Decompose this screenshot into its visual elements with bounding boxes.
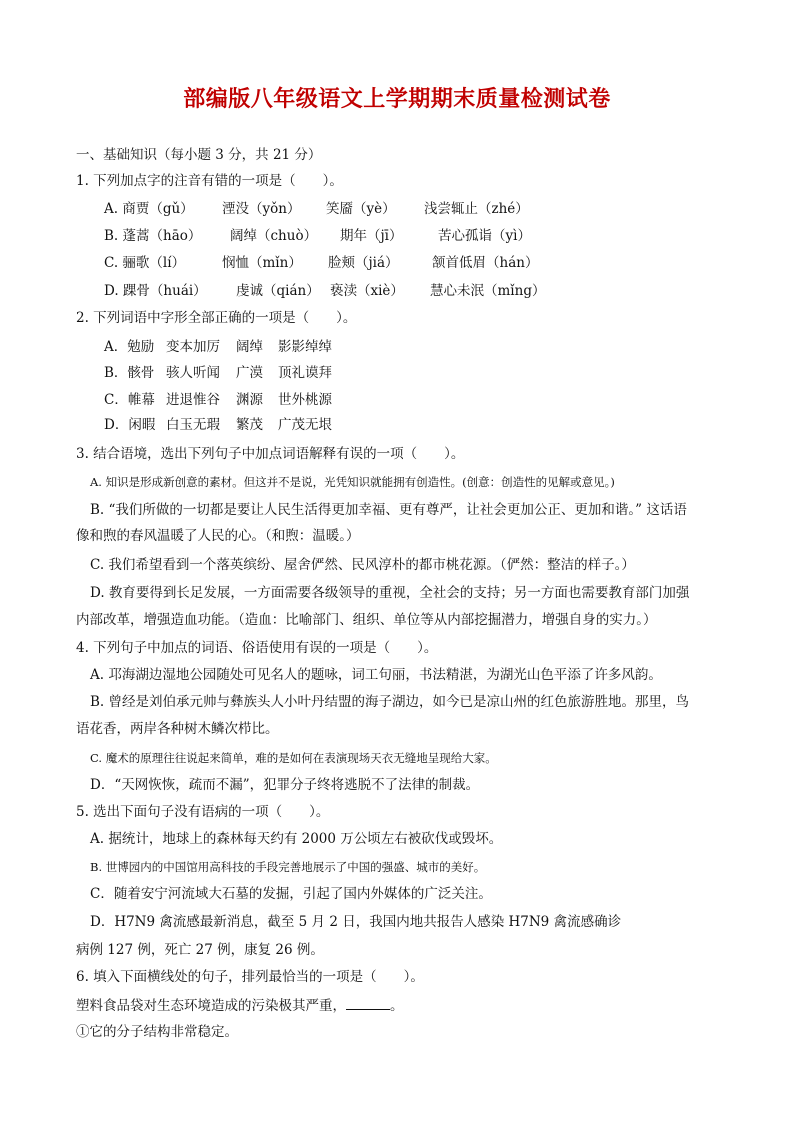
q4-stem: 4. 下列句子中加点的词语、俗语使用有误的一项是（ ）。 — [76, 640, 438, 656]
q5-option-c: C．随着安宁河流域大石墓的发掘，引起了国内外媒体的广泛关注。 — [90, 886, 492, 902]
q1-option-c: C. 骊歌（lí） 悯恤（mǐn） 脸颊（jiá） 颔首低眉（hán） — [104, 255, 539, 271]
q1-option-d: D. 踝骨（huái） 虔诚（qián） 亵渎（xiè） 慧心未泯（mǐng） — [104, 283, 546, 299]
q1-option-a: A. 商贾（gǔ） 湮没（yǒn） 笑靥（yè） 浅尝辄止（zhé） — [104, 201, 529, 217]
q2-option-c: C．帷幕 进退惟谷 渊源 世外桃源 — [104, 392, 332, 408]
q3-option-a: A. 知识是形成新创意的素材。但这并不是说，光凭知识就能拥有创造性。(创意：创造性的见解或意见。) — [90, 475, 615, 489]
q3-option-c: C. 我们希望看到一个落英缤纷、屋舍俨然、民风淳朴的都市桃花源。（俨然：整洁的样子。） — [90, 557, 635, 573]
q2-option-a: A．勉励 变本加厉 阔绰 影影绰绰 — [104, 339, 332, 355]
q5-option-b: B. 世博园内的中国馆用高科技的手段完善地展示了中国的强盛、城市的美好。 — [90, 860, 486, 874]
q3-option-d-line1: D. 教育要得到长足发展，一方面需要各级领导的重视，全社会的支持；另一方面也需要教育部门加强 — [90, 585, 690, 601]
answer-blank — [346, 995, 390, 1010]
q2-option-b: B．骸骨 骇人听闻 广漠 顶礼谟拜 — [104, 365, 332, 381]
q6-fill-line: 塑料食品袋对生态环境造成的污染极其严重， 。 — [76, 995, 404, 1015]
q3-option-d-line2: 内部改革，增强造血功能。（造血：比喻部门、组织、单位等从内部挖掘潜力，增强自身的实力。） — [76, 612, 657, 628]
q4-option-b-line1: B. 曾经是刘伯承元帅与彝族头人小叶丹结盟的海子湖边，如今已是凉山州的红色旅游胜地。那里，鸟 — [90, 694, 690, 710]
q5-option-d-line2: 病例 127 例，死亡 27 例，康复 26 例。 — [76, 942, 324, 958]
q4-option-c: C. 魔术的原理往往说起来简单，难的是如何在表演现场天衣无缝地呈现给大家。 — [90, 751, 497, 765]
q3-stem: 3. 结合语境，选出下列句子中加点词语解释有误的一项（ ）。 — [76, 446, 465, 462]
q5-stem: 5. 选出下面句子没有语病的一项（ ）。 — [76, 804, 330, 820]
section-heading: 一、基础知识（每小题 3 分，共 21 分） — [76, 147, 322, 163]
q5-option-a: A. 据统计，地球上的森林每天约有 2000 万公顷左右被砍伐或毁坏。 — [90, 831, 503, 847]
q4-option-b-line2: 语花香，两岸各种树木鳞次栉比。 — [76, 721, 279, 737]
q3-option-b-line1: B. “我们所做的一切都是要让人民生活得更加幸福、更有尊严，让社会更加公正、更加和谐。” 这话语 — [90, 502, 687, 518]
q2-stem: 2. 下列词语中字形全部正确的一项是（ ）。 — [76, 310, 357, 326]
q3-option-b-line2: 像和煦的春风温暖了人民的心。（和煦：温暖。） — [76, 528, 360, 544]
q2-option-d: D．闲暇 白玉无瑕 繁茂 广茂无垠 — [104, 417, 332, 433]
page-title: 部编版八年级语文上学期期末质量检测试卷 — [183, 87, 611, 112]
q1-stem: 1. 下列加点字的注音有错的一项是（ ）。 — [76, 173, 343, 189]
q4-option-a: A. 邛海湖边湿地公园随处可见名人的题咏，词工句丽，书法精湛，为湖光山色平添了许多风韵。 — [90, 667, 662, 683]
q4-option-d: D．“天网恢恢，疏而不漏”，犯罪分子终将逃脱不了法律的制裁。 — [90, 777, 480, 793]
q6-item-1: ①它的分子结构非常稳定。 — [76, 1024, 238, 1040]
q5-option-d-line1: D．H7N9 禽流感最新消息，截至 5 月 2 日，我国内地共报告人感染 H7N9 禽流感确诊 — [90, 914, 622, 930]
q6-stem: 6. 填入下面横线处的句子，排列最恰当的一项是（ ）。 — [76, 969, 424, 985]
q1-option-b: B. 蓬蒿（hāo） 阔绰（chuò） 期年（jī） 苦心孤诣（yì） — [104, 228, 531, 244]
